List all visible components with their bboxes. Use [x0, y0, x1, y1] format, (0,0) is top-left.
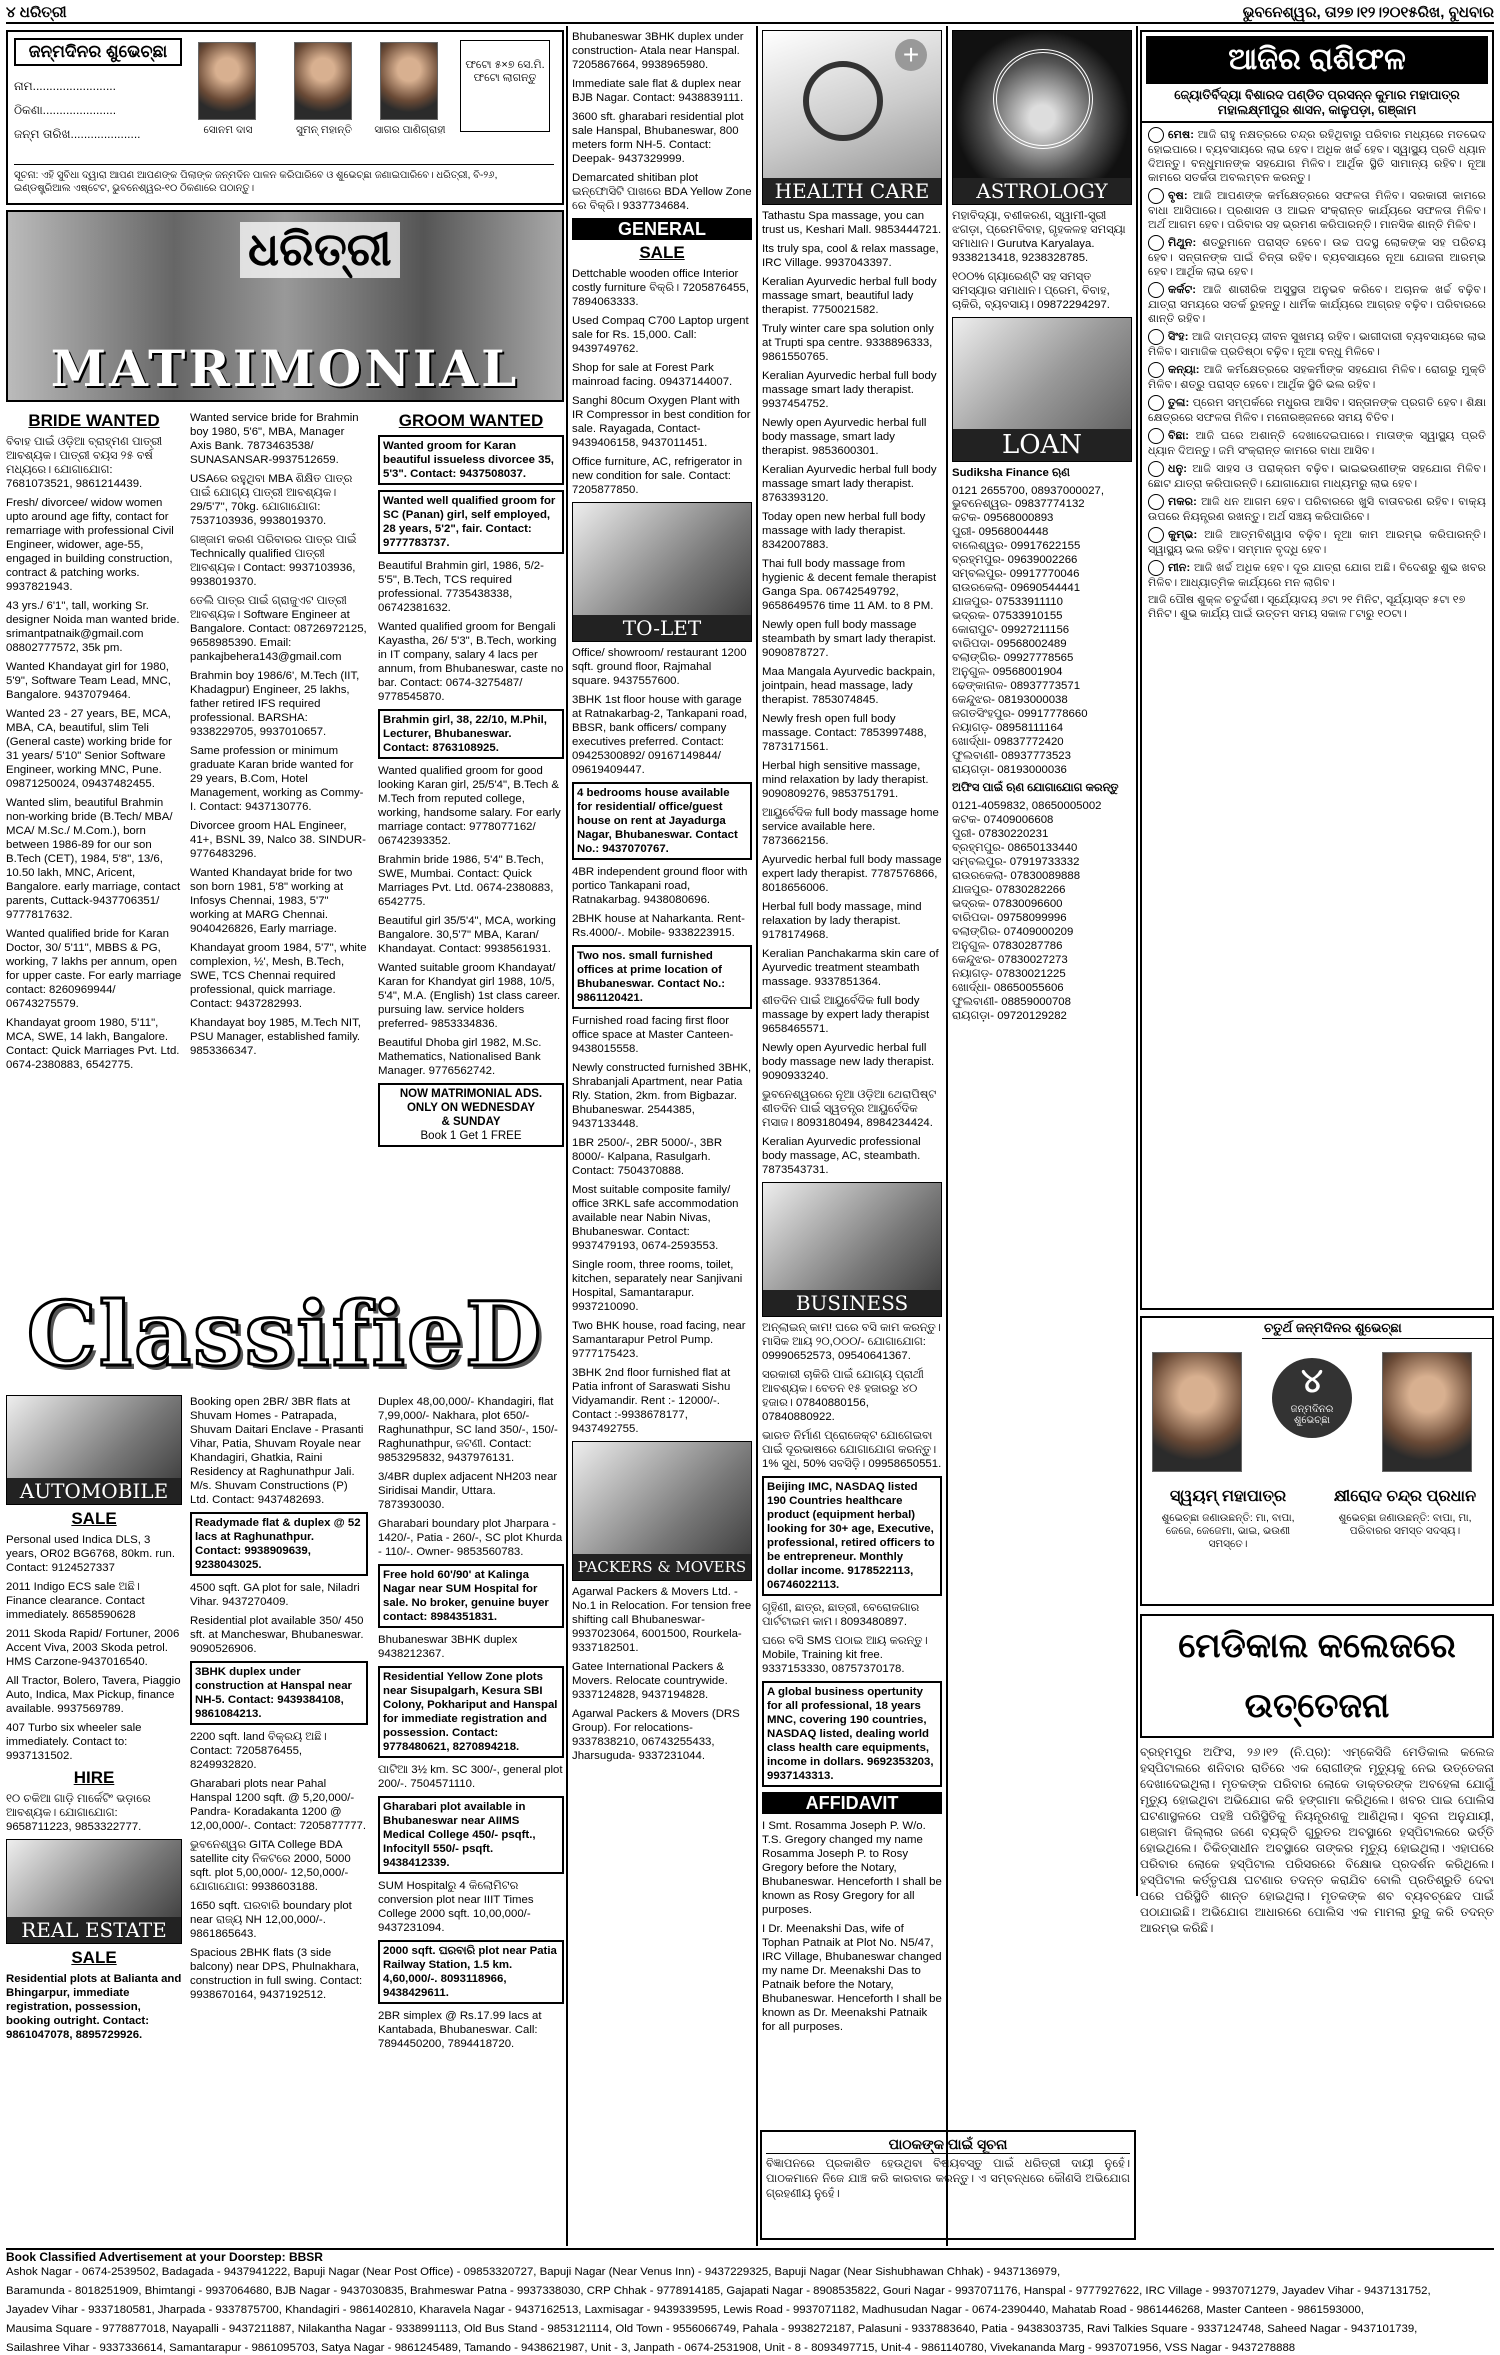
news-body: ବ୍ରହ୍ମପୁର ଅଫିସ, ୨୬।୧୨ (ନି.ପ୍ର): ଏମ୍କେସିଜି ମେଡିକାଲ କଲେଜ ହସ୍ପିଟାଲରେ ଶନିବାର ରାତିରେ ଏକ ରୋଗୀଙ୍କ ମୃତ୍ୟୁକୁ ନେଇ ଉତ୍ତେଜନା ଦେଖାଦେଇଥିଲା। ମୃତକଙ୍କ ପରିବାର ଲୋକେ ଡାକ୍ତରଙ୍କ ଅବହେଳା ଯୋଗୁଁ ମୃତ୍ୟୁ ହୋଇଥିବା ଅଭିଯୋଗ କରି ହଙ୍ଗାମା କରିଥିଲେ। ଖବର ପାଇ ପୋଲିସ ଘଟଣାସ୍ଥଳରେ ପହଞ୍ଚି ପରିସ୍ଥିତିକୁ ନିୟନ୍ତ୍ରଣକୁ ଆଣିଥିଲା। ସୂଚନା ଅନୁଯାୟୀ, ଗଞ୍ଜାମ ଜିଲ୍ଲାର ଜଣେ ବ୍ୟକ୍ତି ଗୁରୁତର ଅବସ୍ଥାରେ ହସ୍ପିଟାଲରେ ଭର୍ତ୍ତି ହୋଇଥିଲେ। ଚିକିତ୍ସାଧୀନ ଅବସ୍ଥାରେ ତାଙ୍କର ମୃତ୍ୟୁ ହୋଇଥିଲା। ଏହାପରେ ପରିବାର ଲୋକେ ହସ୍ପିଟାଲ ପରିସରରେ ବିକ୍ଷୋଭ ପ୍ରଦର୍ଶନ କରିଥିଲେ। ହସ୍ପିଟାଲ କର୍ତ୍ତୃପକ୍ଷ ଘଟଣାର ତଦନ୍ତ କରାଯିବ ବୋଲି ପ୍ରତିଶ୍ରୁତି ଦେବା ପରେ ପରିସ୍ଥିତି ଶାନ୍ତ ହୋଇଥିଲା। ମୃତକଙ୍କ ଶବ ବ୍ୟବଚ୍ଛେଦ ପାଇଁ ପଠାଯାଇଛି। ଅଭିଯୋଗ ଆଧାରରେ ପୋଲିସ ଏକ ମାମଲା ରୁଜୁ କରି ତଦନ୍ତ ଆରମ୍ଭ କରିଛି।: [1140, 1745, 1494, 1935]
zodiac-icon: [1148, 527, 1164, 543]
matrimonial-ad: Khandayat groom 1984, 5'7", white complexion, ½', Mesh, B.Tech, SWE, TCS Chennai required professional, quick marriage. Contact: 9437282993.: [190, 942, 367, 1010]
business-ad: ଗୃହିଣୀ, ଛାତ୍ର, ଛାତ୍ରୀ, ବେରୋଜଗାର ପାର୍ଟଟାଇମ କାମ। 8093480897.: [762, 1602, 920, 1628]
fourth-birthday-box: [1140, 1316, 1494, 1606]
realestate-title: REAL ESTATE: [7, 1917, 181, 1943]
property-ad: Residential Yellow Zone plots near Sisupalgarh, Kesura SBI Colony, Pokhariput and Hanspal for immediate registration and possession. Contact: 9778480621, 8270894218.: [378, 1666, 564, 1758]
birthday-field-address[interactable]: ଠିକଣା......................: [14, 103, 117, 117]
hire-ad: ୧୦ ଚକିଆ ଗାଡ଼ି ମାର୍କେଟିଂ ଭଡ଼ାରେ ଆବଶ୍ୟକ। ଯୋଗାଯୋଗ: 9658711223, 9853322777.: [6, 1793, 151, 1833]
loan-contact: ଭଦ୍ରକ- 07533910155: [952, 610, 1063, 622]
tolet-ad: Two nos. small furnished offices at prime location of Bhubaneswar. Contact No.: 9861120421.: [572, 945, 752, 1009]
healthcare-art: [762, 30, 942, 205]
property-ad: Gharabari plots near Pahal Hanspal 1200 sqft. @ 5,20,000/- Pandra- Koradakanta 1200 @ 12,00,000/-. Contact: 7205877777.: [190, 1778, 367, 1832]
rashifal-title: ଆଜିର ରାଶିଫଳ: [1146, 36, 1488, 84]
health-ad: Thai full body massage from hygienic & decent female therapist Ganga Spa. 06742549792, 9658649576 time 11 AM. to 8 PM.: [762, 558, 937, 612]
promo-line: NOW MATRIMONIAL ADS.: [399, 1088, 543, 1100]
sale-ad: Shop for sale at Forest Park mainroad facing. 09437144007.: [572, 362, 733, 388]
health-ad: Newly fresh open full body massage. Contact: 7853997488, 7873171561.: [762, 713, 927, 753]
tolet-ad: Newly constructed furnished 3BHK, Shrabanjali Apartment, near Patia Rly. Station, 2km. from Bigbazar. Bhubaneswar. 2544385, 9437133448.: [572, 1062, 752, 1130]
loan-contact: କଟକ- 07409006608: [952, 814, 1054, 826]
zodiac-icon: [1148, 127, 1164, 143]
rashi-sign-text: ଆଜି କର୍ମକ୍ଷେତ୍ରରେ ସହକର୍ମୀଙ୍କ ସହଯୋଗ ମିଳିବ। ରୋଗରୁ ମୁକ୍ତି ମିଳିବ। ଶତ୍ରୁ ପରାସ୍ତ ହେବେ। ଆର୍ଥିକ ସ୍ଥିତି ଭଲ ରହିବ।: [1148, 363, 1486, 391]
child-name-2: କ୍ଷୀରୋଦ ଚନ୍ଦ୍ର ପ୍ରଧାନ: [1333, 1488, 1477, 1505]
rashi-sign: ମୀନ: ଆଜି ଖର୍ଚ୍ଚ ଅଧିକ ହେବ। ଦୂର ଯାତ୍ରା ଯୋଗ ଅଛି। ବିଦେଶରୁ ଶୁଭ ଖବର ମିଳିବ। ଆଧ୍ୟାତ୍ମିକ କାର୍ଯ୍ୟରେ ମନ ଲାଗିବ।: [1148, 561, 1486, 589]
property-ad: Free hold 60'/90' at Kalinga Nagar near SUM Hospital for sale. No broker, genuine buyer contact: 8984351831.: [378, 1564, 564, 1628]
loan-art: [952, 317, 1132, 462]
loan-contact: ଫୁଲବାଣୀ- 08937773523: [952, 750, 1071, 762]
property-ad: ଭୁବନେଶ୍ୱର GITA College BDA satellite city ନିକଟରେ 2000, 5000 sqft. plot 5,00,000/- 12,50,000/- ଯୋଗାଯୋଗ: 9938603188.: [190, 1839, 351, 1893]
matrimonial-ad: ଗଞ୍ଜାମ କରଣ ପରିବାରର ପାତ୍ର ପାଇଁ Technically qualified ପାତ୍ରୀ ଆବଶ୍ୟକ। Contact: 9937103936, 9938019370.: [190, 534, 357, 588]
zodiac-icon: [1148, 329, 1164, 345]
loan-contact: ରାଉରକେଲା- 07830089888: [952, 870, 1081, 882]
fourth-birthday-title: ଚତୁର୍ଥ ଜନ୍ମଦିନର ଶୁଭେଚ୍ଛା: [1262, 1318, 1492, 1339]
matrimonial-ad: 43 yrs./ 6'1", tall, working Sr. designer Noida man wanted bride. srimantpatnaik@gmail.com 08802777572, 35k pm.: [6, 600, 180, 654]
loan-contact: ରାୟଗଡ଼ା- 09720129282: [952, 1010, 1067, 1022]
rashifal-box: [1140, 30, 1494, 1310]
rashi-sign-name: ବୃଷ: [1168, 189, 1184, 202]
column-e: [952, 30, 1132, 1024]
tolet-ad: Furnished road facing first floor office space at Master Canteen- 9438015558.: [572, 1015, 734, 1055]
matrimonial-ad: Same profession or minimum graduate Karan bride wanted for 29 years, B.Com, Hotel Management, working as Commy-I. Contact: 9437130776.: [190, 745, 364, 813]
matrimonial-ad: Brahmin boy 1986/6', M.Tech (IIT, Khadagpur) Engineer, 25 lakhs, father retired IFS required professional. BARSHA: 9338229705, 9937010657.: [190, 670, 360, 738]
age-label: ଜନ୍ମଦିନର ଶୁଭେଚ୍ଛା: [1290, 1404, 1334, 1426]
business-ad: ଅନ୍ଲାଇନ୍ କାମ! ଘରେ ବସି କାମ କରନ୍ତୁ। ମାସିକ ଆୟ ୨୦,୦୦୦/- ଯୋଗାଯୋଗ: 09990652573, 09540641367.: [762, 1322, 941, 1362]
loan-contact: ରାଉରକେଲା- 09690544441: [952, 582, 1081, 594]
loan-contact: ବାରିପଦା- 09568002489: [952, 638, 1067, 650]
property-ad: Spacious 2BHK flats (3 side balcony) near DPS, Phulnakhara, construction in full swing. Contact: 9938670164, 9437192512.: [190, 1947, 363, 2001]
rashi-sign: କୁମ୍ଭ: ଆଜି ଆତ୍ମବିଶ୍ୱାସ ବଢ଼ିବ। ନୂଆ କାମ ଆରମ୍ଭ କରିପାରନ୍ତି। ସ୍ୱାସ୍ଥ୍ୟ ଭଲ ରହିବ। ସମ୍ମାନ ବୃଦ୍ଧି ହେବ।: [1148, 528, 1486, 556]
rashi-sign-text: ଆଜି ଆତ୍ମବିଶ୍ୱାସ ବଢ଼ିବ। ନୂଆ କାମ ଆରମ୍ଭ କରିପାରନ୍ତି। ସ୍ୱାସ୍ଥ୍ୟ ଭଲ ରହିବ। ସମ୍ମାନ ବୃଦ୍ଧି ହେବ।: [1148, 528, 1486, 556]
birthday-field-dob[interactable]: ଜନ୍ମ ତାରିଖ.....................: [14, 127, 141, 141]
zodiac-icon: [1148, 188, 1164, 204]
news-article: [1140, 1614, 1494, 2234]
realestate-ad: Residential plots at Balianta and Bhingarpur, immediate registration, possession, booking outright. Contact: 9861047078, 8895729926.: [6, 1973, 182, 2041]
tolet-ad: 4 bedrooms house available for residential/ office/guest house on rent at Jayadurga Nagar, Bhubaneswar. Contact No.: 9437070767.: [572, 782, 752, 860]
matrimonial-ad: Wanted slim, beautiful Brahmin non-working bride (B.Tech/ MBA/ MCA/ M.Sc./ M.Com.), born between 1986-89 for our son B.Tech (CET), 1984, 5'8", 13/6, 10.50 lakh, MNC, Aricent, Bangalore. early marriage, contact parents, Cuttack-9437706351/ 9777817632.: [6, 797, 181, 921]
automobile-title: AUTOMOBILE: [7, 1478, 181, 1504]
astrology-art: [952, 30, 1132, 205]
tolet-ad: 4BR independent ground floor with portico Tankapani road, Ratnakarbag. 9438080696.: [572, 866, 748, 906]
rashi-sign-text: ଆଜି ଘରେ ଅଶାନ୍ତି ଦେଖାଦେଇପାରେ। ମାତାଙ୍କ ସ୍ୱାସ୍ଥ୍ୟ ପ୍ରତି ଧ୍ୟାନ ଦିଅନ୍ତୁ। ଜମି ସଂକ୍ରାନ୍ତ କାମରେ ବାଧା ଆସିବ।: [1148, 429, 1486, 457]
property-ad: Gharabari boundary plot Jharpara - 1420/-, Patia - 260/-, SC plot Khurda - 110/-. Owner- 9853560783.: [378, 1518, 563, 1558]
hire-head: HIRE: [73, 1768, 115, 1787]
matrimonial-ad: ବିବାହ ପାଇଁ ଓଡ଼ିଆ ବ୍ରାହ୍ମଣ ପାତ୍ରୀ ଆବଶ୍ୟକ। ପାତ୍ରୀ ବୟସ ୨୫ ବର୍ଷ ମଧ୍ୟରେ। ଯୋଗାଯୋଗ: 7681073521, 9861214439.: [6, 436, 163, 490]
loan-contact: କେନ୍ଦୁଝର- 07830027273: [952, 954, 1068, 966]
loan-contact: ପୁରୀ- 09568004448: [952, 526, 1049, 538]
property-ad: 3BHK duplex under construction at Hanspal near NH-5. Contact: 9439384108, 9861084213.: [190, 1661, 368, 1725]
zodiac-icon: [1148, 494, 1164, 510]
property-ad: 2200 sqft. land ବିକ୍ରୟ ଅଛି। Contact: 7205876455, 8249932820.: [190, 1731, 327, 1771]
rashi-sign: ମେଷ: ଆଜି ରାହୁ ନକ୍ଷତ୍ରରେ ଚନ୍ଦ୍ର ରହିଥିବାରୁ ପରିବାର ମଧ୍ୟରେ ମତଭେଦ ହୋଇପାରେ। ବ୍ୟବସାୟରେ ଲାଭ ହେବ। ଅଧିକ ଖର୍ଚ୍ଚ ହେବ। ସ୍ୱାସ୍ଥ୍ୟ ପ୍ରତି ଧ୍ୟାନ ଦିଅନ୍ତୁ। ବନ୍ଧୁମାନଙ୍କ ସହଯୋଗ ମିଳିବ। ଆର୍ଥିକ ସ୍ଥିତି ସାମାନ୍ୟ ରହିବ। ନୂଆ କାମରେ ସତର୍କତା ଅବଲମ୍ବନ କରନ୍ତୁ।: [1148, 128, 1486, 184]
rashi-sign-name: ଧନୁ: [1168, 462, 1184, 475]
birthday-box: [6, 30, 564, 205]
classified-col2: [190, 1395, 368, 2007]
matrimonial-banner: [6, 210, 564, 402]
child-note-2: ଶୁଭେଚ୍ଛା ଜଣାଉଛନ୍ତି: ବାପା, ମା, ପରିବାରର ସମସ୍ତ ସଦସ୍ୟ।: [1338, 1512, 1472, 1537]
health-ad: Herbal high sensitive massage, mind relaxation by lady therapist. 9090809276, 9853751791.: [762, 760, 929, 800]
footer-line: Sailashree Vihar - 9337336614, Samantarapur - 9861095703, Satya Nagar - 9861245489, Tamando - 9438621987, Unit - 3, Janpath - 0674-2531908, Unit - 8 - 8093497715, Unit-4 - 9861140780, Vivekananda Marg - 9937071956, VSS Nagar - 9437278888: [6, 2341, 1296, 2354]
matrimonial-ad: Wanted Khandayat bride for two son born 1981, 5'8" working at Infosys Chennai, 1983, 5'7" working at MARG Chennai. 9040426826, Early marriage.: [190, 867, 353, 935]
health-ad: Keralian Ayurvedic herbal full body massage smart lady therapist. 8763393120.: [762, 464, 937, 504]
zodiac-icon: [1148, 428, 1164, 444]
footer-line: Baramunda - 8018251909, Bhimtangi - 9937064680, BJB Nagar - 9437030835, Brahmeswar Patna - 9937338030, CRP Chhak - 9778914185, Gajapati Nagar - 8908535822, Gouri Nagar - 9937071176, Hanspal - 9777927622, IRC Village - 9937071279, Jayadev Vihar - 9437131752,: [6, 2284, 1431, 2297]
rashi-sign: ତୁଳା: ପ୍ରେମ ସମ୍ପର୍କରେ ମଧୁରତା ଆସିବ। ସନ୍ତାନଙ୍କ ପ୍ରଗତି ହେବ। ଶିକ୍ଷା କ୍ଷେତ୍ରରେ ସଫଳତା ମିଳିବ। ମନୋରଞ୍ଜନରେ ସମୟ ବିତିବ।: [1148, 396, 1487, 424]
footer-line: Mausima Square - 9778877018, Nayapalli - 9437211887, Nilakantha Nagar - 9338991113, Old Bus Stand - 9853121114, Old Town - 9556066749, Pahala - 9938272187, Palasuni - 9337883640, Patia - 9438303735, Ravi Talkies Square - 9337124748, Saheed Nagar - 9437101739,: [6, 2322, 1418, 2335]
property-ad: 2BR simplex @ Rs.17.99 lacs at Kantabada, Bhubaneswar. Call: 7894450200, 7894418720.: [378, 2010, 542, 2050]
zodiac-icon: [1148, 461, 1164, 477]
loan-contact: ବ୍ରହ୍ମପୁର- 09639002266: [952, 554, 1078, 566]
rashi-sign: କନ୍ୟା: ଆଜି କର୍ମକ୍ଷେତ୍ରରେ ସହକର୍ମୀଙ୍କ ସହଯୋଗ ମିଳିବ। ରୋଗରୁ ମୁକ୍ତି ମିଳିବ। ଶତ୍ରୁ ପରାସ୍ତ ହେବେ। ଆର୍ଥିକ ସ୍ଥିତି ଭଲ ରହିବ।: [1148, 363, 1486, 391]
astrology-ad: ୧୦୦% ଗ୍ୟାରେଣ୍ଟି ସହ ସମସ୍ତ ସମସ୍ୟାର ସମାଧାନ। ପ୍ରେମ, ବିବାହ, ଚାକିରି, ବ୍ୟବସାୟ। 09872294297.: [952, 271, 1110, 311]
property-ad: Residential plot available 350/ 450 sft. at Mancheswar, Bhubaneswar. 9090526906.: [190, 1615, 364, 1655]
rashi-sign-text: ଆଜି ଖର୍ଚ୍ଚ ଅଧିକ ହେବ। ଦୂର ଯାତ୍ରା ଯୋଗ ଅଛି। ବିଦେଶରୁ ଶୁଭ ଖବର ମିଳିବ। ଆଧ୍ୟାତ୍ମିକ କାର୍ଯ୍ୟରେ ମନ ଲାଗିବ।: [1148, 561, 1486, 589]
rashi-sign: ମକର: ଆଜି ଧନ ଆଗମ ହେବ। ପରିବାରରେ ଖୁସି ବାତାବରଣ ରହିବ। ବାକ୍ୟ ଉପରେ ନିୟନ୍ତ୍ରଣ ରଖନ୍ତୁ। ଅର୍ଥ ସଞ୍ଚୟ କରିପାରିବେ।: [1148, 495, 1486, 523]
packers-art: [572, 1441, 752, 1581]
groom-wanted-head: GROOM WANTED: [398, 411, 544, 430]
rashi-sign: କର୍କଟ: ଆଜି ଶାରୀରିକ ଅସୁସ୍ଥତା ଅନୁଭବ କରିବେ। ଅଚାନକ ଖର୍ଚ୍ଚ ବଢ଼ିବ। ଯାତ୍ରା ସମୟରେ ସତର୍କ ରୁହନ୍ତୁ। ଧାର୍ମିକ କାର୍ଯ୍ୟରେ ଆଗ୍ରହ ବଢ଼ିବ। ପରିବାରରେ ଶାନ୍ତି ରହିବ।: [1148, 283, 1486, 325]
health-ad: Herbal full body massage, mind relaxation by lady therapist. 9178174968.: [762, 901, 922, 941]
matrimonial-ad: Beautiful girl 35/5'4", MCA, working Bangalore. 30,5'7" MBA, Karan/ Khandayat. Contact: 9938561931.: [378, 915, 556, 955]
realestate-art: [6, 1839, 182, 1944]
loan2-heading: ଅଫିସ ପାଇଁ ଋଣ ଯୋଗାଯୋଗ କରନ୍ତୁ: [952, 782, 1119, 794]
reader-notice-title: ପାଠକଙ୍କ ପାଇଁ ସୂଚନା: [766, 2136, 1130, 2154]
loan-contact: କେନ୍ଦୁଝର- 08193000038: [952, 694, 1068, 706]
kid-photo-1: [198, 42, 256, 120]
matrimonial-ad: ତେଲି ପାତ୍ର ପାଇଁ ଗ୍ରାଜୁଏଟ ପାତ୍ରୀ ଆବଶ୍ୟକ। Software Engineer at Bangalore. Contact: 08726972125, 9658985390. Email: pankajbehera143@gmail.com: [190, 595, 367, 663]
health-ad: Maa Mangala Ayurvedic backpain, jointpain, head massage, lady therapist. 7853074845.: [762, 666, 936, 706]
loan-contact: ଯାଜପୁର- 07830282266: [952, 884, 1066, 896]
rashi-sign-text: ଆଜି ସାହସ ଓ ପରାକ୍ରମ ବଢ଼ିବ। ଭାଇଭଉଣୀଙ୍କ ସହଯୋଗ ମିଳିବ। ଛୋଟ ଯାତ୍ରା କରିପାରନ୍ତି। ଯୋଗାଯୋଗ ମାଧ୍ୟମରୁ ଲାଭ ହେବ।: [1148, 462, 1486, 490]
loan-contact: ରାୟଗଡ଼ା- 08193000036: [952, 764, 1067, 776]
auto-ad: 407 Turbo six wheeler sale immediately. Contact to: 9937131502.: [6, 1722, 142, 1762]
sale-ad: Dettchable wooden office Interior costly furniture ବିକ୍ରି। 7205876455, 7894063333.: [572, 268, 749, 308]
auto-sale-head: SALE: [71, 1509, 117, 1528]
business-art: [762, 1182, 942, 1317]
classified-banner: ClassifieD: [26, 1282, 544, 1386]
column-c: [572, 30, 752, 1768]
property-ad: Immediate sale flat & duplex near BJB Nagar. Contact: 9438839111.: [572, 78, 744, 104]
rashi-sign: ବିଛା: ଆଜି ଘରେ ଅଶାନ୍ତି ଦେଖାଦେଇପାରେ। ମାତାଙ୍କ ସ୍ୱାସ୍ଥ୍ୟ ପ୍ରତି ଧ୍ୟାନ ଦିଅନ୍ତୁ। ଜମି ସଂକ୍ରାନ୍ତ କାମରେ ବାଧା ଆସିବ।: [1148, 429, 1486, 457]
re-sale-head: SALE: [71, 1948, 117, 1967]
child-name-1: ସ୍ୱୟମ୍ ମହାପାତ୍ର: [1169, 1488, 1287, 1505]
kid-name-3: ସାଗର ପାଣିଗ୍ରାହୀ: [374, 124, 446, 136]
loan-contact: 0121 2655700, 08937000027, ଭୁବନେଶ୍ୱର- 09837774132: [952, 485, 1105, 510]
health-ad: Newly open Ayurvedic herbal full body massage new lady therapist. 9090933240.: [762, 1042, 935, 1082]
packers-ad: Agarwal Packers & Movers Ltd. - No.1 in Relocation. For tension free shifting call Bhubaneswar- 9937023064, 6001500, Rourkela- 9337182501.: [572, 1586, 752, 1654]
rashifal-address: ମହାଲକ୍ଷ୍ମୀପୁର ଶାସନ, କାଳୁପଡ଼ା, ଗଞ୍ଜାମ: [1142, 103, 1492, 123]
loan-contact: ଅନୁଗୁଳ- 07830287786: [952, 940, 1063, 952]
astrology-ad: ମହାବିଦ୍ୟା, ବଶୀକରଣ, ସ୍ୱାମୀ-ସ୍ତ୍ରୀ ଝଗଡ଼ା, ପ୍ରେମବିବାହ, ଗୃହକଳହ ସମସ୍ୟା ସମାଧାନ। Gurutva Karyalaya. 9338213418, 9238328785.: [952, 210, 1126, 264]
kid-name-1: ସୋନମ ଦାସ: [203, 124, 253, 136]
loan-contact: ଅନୁଗୁଳ- 09568001904: [952, 666, 1063, 678]
auto-ad: 2011 Skoda Rapid/ Fortuner, 2006 Accent Viva, 2003 Skoda petrol. HMS Carzone-9437016540.: [6, 1628, 180, 1668]
matrimonial-ad: Khandayat boy 1985, M.Tech NIT, PSU Manager, established family. 9853366347.: [190, 1017, 361, 1057]
auto-ad: 2011 Indigo ECS sale ଅଛି। Finance clearance. Contact immediately. 8658590628: [6, 1581, 145, 1621]
zodiac-icon: [1148, 395, 1164, 411]
loan-contact: ଯାଜପୁର- 07533911110: [952, 596, 1063, 608]
rashi-sign-text: ଆଜି ଆପଣଙ୍କ କର୍ମକ୍ଷେତ୍ରରେ ସଫଳତା ମିଳିବ। ସରକାରୀ କାମରେ ବାଧା ଆସିପାରେ। ପ୍ରଶାସନ ଓ ଆଇନ ସଂକ୍ରାନ୍ତ କାର୍ଯ୍ୟରେ ସଫଳତା ମିଳିବ। ଅର୍ଥ ଆଗମ ହେବ। ପରିବାର ସହ ଭ୍ରମଣ କରିପାରନ୍ତି। ମାନସିକ ଶାନ୍ତି ମିଳିବ।: [1148, 189, 1486, 231]
loan-heading: Sudiksha Finance ଋଣ: [952, 467, 1070, 479]
business-ad: ସରକାରୀ ଚାକିରି ପାଇଁ ଯୋଗ୍ୟ ପ୍ରାର୍ଥୀ ଆବଶ୍ୟକ। ବେତନ ୧୫ ହଜାରରୁ ୪୦ ହଜାର। 07840880156, 07840880922.: [762, 1369, 924, 1423]
promo-line: & SUNDAY: [441, 1116, 501, 1128]
healthcare-title: HEALTH CARE: [763, 178, 941, 204]
matrimonial-ad: Wanted suitable groom Khandayat/ Karan for Khandyat girl 1988, 10/5, 5'4", M.A. (English) 1st class career. pursuing law. service holders preferred- 9853334836.: [378, 962, 561, 1030]
booking-footer: [6, 2248, 1494, 2354]
tolet-ad: Office/ showroom/ restaurant 1200 sqft. ground floor, Rajmahal square. 9437557600.: [572, 647, 747, 687]
tolet-ad: Single room, three rooms, toilet, kitchen, separately near Sanjivani Hospital, Samantarapur. 9937210090.: [572, 1259, 743, 1313]
rashi-sign-name: ବିଛା: [1168, 429, 1186, 442]
date-line: ଭୁବନେଶ୍ୱର, ତା୨୭।୧୨।୨୦୧୫ରିଖ, ବୁଧବାର: [1242, 4, 1494, 21]
property-ad: Bhubaneswar 3BHK duplex under construction- Atala near Hanspal. 7205867664, 9938965980.: [572, 31, 744, 71]
rashi-sign-name: କୁମ୍ଭ: [1168, 528, 1194, 541]
matrimonial-ad: Khandayat groom 1980, 5'11", MCA, SWE, 14 lakh, Bangalore. Contact: Quick Marriages Pvt. Ltd. 0674-2380883, 6542775.: [6, 1017, 180, 1071]
matrimonial-ad: Wanted well qualified groom for SC (Panan) girl, self employed, 28 years, 5'2", fair. Contact: 9777783737.: [378, 490, 564, 554]
general-head: GENERAL: [572, 218, 752, 240]
property-ad: SUM Hospitalରୁ 4 କିଲୋମିଟର conversion plot near IIIT Times College 2000 sqft. 10,00,000/- 9437231094.: [378, 1880, 534, 1934]
cross-icon: +: [895, 39, 927, 71]
rashi-sign-text: ଆଜି ଦାମ୍ପତ୍ୟ ଜୀବନ ସୁଖମୟ ରହିବ। ଭାଗୀଦାରୀ ବ୍ୟବସାୟରେ ଲାଭ ମିଳିବ। ସାମାଜିକ ପ୍ରତିଷ୍ଠା ବଢ଼ିବ। ନୂଆ ବନ୍ଧୁ ମିଳିବେ।: [1148, 330, 1486, 358]
page-number: ୪ ଧରିତ୍ରୀ: [6, 4, 67, 21]
business-ad: A global business opertunity for all professional, 18 years MNC, covering 190 countries, NASDAQ listed, dealing world class health care equipments, income in dollars. 9692353203, 9937143313.: [762, 1681, 942, 1787]
loan-contact: ସମ୍ବଲପୁର- 07919733332: [952, 856, 1080, 868]
health-ad: Ayurvedic herbal full body massage expert lady therapist. 7787576866, 8018656006.: [762, 854, 942, 894]
rashi-sign-text: ଆଜି ରାହୁ ନକ୍ଷତ୍ରରେ ଚନ୍ଦ୍ର ରହିଥିବାରୁ ପରିବାର ମଧ୍ୟରେ ମତଭେଦ ହୋଇପାରେ। ବ୍ୟବସାୟରେ ଲାଭ ହେବ। ଅଧିକ ଖର୍ଚ୍ଚ ହେବ। ସ୍ୱାସ୍ଥ୍ୟ ପ୍ରତି ଧ୍ୟାନ ଦିଅନ୍ତୁ। ବନ୍ଧୁମାନଙ୍କ ସହଯୋଗ ମିଳିବ। ଆର୍ଥିକ ସ୍ଥିତି ସାମାନ୍ୟ ରହିବ। ନୂଆ କାମରେ ସତର୍କତା ଅବଲମ୍ବନ କରନ୍ତୁ।: [1148, 128, 1486, 184]
loan-contact: ନୟାଗଡ଼- 08958111164: [952, 722, 1064, 734]
matrimonial-col2: [190, 407, 368, 1063]
loan-contact: ବଲାଙ୍ଗିର- 09927778565: [952, 652, 1074, 664]
rashi-sign-name: ମିଥୁନ: [1168, 236, 1193, 249]
matrimonial-title: MATRIMONIAL: [50, 339, 520, 398]
loan-contact: ଖୋର୍ଦ୍ଧା- 08650055606: [952, 982, 1064, 994]
health-ad: Keralian Panchakarma skin care of Ayurvedic treatment steambath massage. 9337851364.: [762, 948, 939, 988]
matrimonial-ad: USAରେ ରହୁଥିବା MBA ଶିକ୍ଷିତ ପାତ୍ର ପାଇଁ ଯୋଗ୍ୟ ପାତ୍ରୀ ଆବଶ୍ୟକ। 29/5'7", 70kg. ଯୋଗାଯୋଗ: 7537103936, 9938019370.: [190, 473, 353, 527]
loan-contact: 0121-4059832, 08650005002: [952, 800, 1102, 812]
affidavit-head: AFFIDAVIT: [762, 1792, 942, 1814]
health-ad: Newly open Ayurvedic herbal full body massage, smart lady therapist. 9853600301.: [762, 417, 927, 457]
bride-wanted-head: BRIDE WANTED: [28, 411, 160, 430]
matrimonial-ad: Wanted qualified bride for Karan Doctor, 30/ 5'11", MBBS & PG, working, 7 lakhs per annum, open for upper caste. For early marriage contact: 8260969944/ 06743275579.: [6, 928, 182, 1010]
matrimonial-ad: Wanted service bride for Brahmin boy 1980, 5'6", MBA, Manager Axis Bank. 7873463538/ SUNASANSAR-9937512659.: [190, 412, 359, 466]
zodiac-icon: [1148, 362, 1164, 378]
property-ad: Gharabari plot available in Bhubaneswar near AIIMS Medical College 450/- psqft., Infocityll 550/- psqft. 9438412339.: [378, 1796, 564, 1874]
health-ad: Truly winter care spa solution only at Trupti spa centre. 9338896333, 9861550765.: [762, 323, 934, 363]
property-ad: Booking open 2BR/ 3BR flats at Shuvam Homes - Patrapada, Shuvam Daitari Enclave - Prasanti Vihar, Patia, Shuvam Royale near Khandagiri, Ghatkia, Raini Residency at Raghunathpur Jali. M/s. Shuvam Constructions (P) Ltd. Contact: 9437482693.: [190, 1396, 364, 1506]
tolet-ad: 3BHK 2nd floor furnished flat at Patia infront of Saraswati Sishu Vidyamandir. Rent :- 12000/-. Contact :-9938678177, 9437492755.: [572, 1367, 731, 1435]
matrimonial-ad: Beautiful Brahmin girl, 1986, 5/2- 5'5", B.Tech, TCS required professional. 7735438338, 06742381632.: [378, 560, 544, 614]
rashi-sign-name: ସିଂହ: [1168, 330, 1185, 343]
health-ad: Today open new herbal full body massage with lady therapist. 8342007883.: [762, 511, 926, 551]
rashi-sign-text: ଶତ୍ରୁମାନେ ପରାସ୍ତ ହେବେ। ଉଚ୍ଚ ପଦସ୍ଥ ଲୋକଙ୍କ ସହ ପରିଚୟ ହେବ। ସନ୍ତାନଙ୍କ ପାଇଁ ଚିନ୍ତା ରହିବ। ବ୍ୟବସାୟରେ ନୂଆ ଯୋଜନା ଆରମ୍ଭ ହେବ। ଆର୍ଥିକ ଲାଭ ହେବ।: [1148, 236, 1486, 278]
property-ad: 1650 sqft. ଘରବାରି boundary plot near ରାଜ୍ୟ NH 12,00,000/-. 9861865643.: [190, 1900, 352, 1940]
loan-contact: ବ୍ରହ୍ମପୁର- 08650133440: [952, 842, 1078, 854]
sale-ad: Sanghi 80cum Oxygen Plant with IR Compressor in best condition for sale. Rayagada, Contact- 9439406158, 9437011451.: [572, 395, 751, 449]
photo-placeholder: ଫଟୋ ୫×୭ ସେ.ମି. ଫଟୋ ଲାଗନ୍ତୁ: [460, 40, 550, 132]
health-ad: Keralian Ayurvedic herbal full body massage smart, beautiful lady therapist. 7750021582.: [762, 276, 937, 316]
zodiac-icon: [1148, 282, 1164, 298]
business-title: BUSINESS: [763, 1290, 941, 1316]
matrimonial-ad: Divorcee groom HAL Engineer, 41+, BSNL 39, Nalco 38. SINDUR- 9776483296.: [190, 820, 366, 860]
rashi-sign-name: କର୍କଟ: [1168, 283, 1193, 296]
packers-title: PACKERS & MOVERS: [573, 1554, 751, 1580]
loan-contact: ପୁରୀ- 07830220231: [952, 828, 1049, 840]
sale-ad: Used Compaq C700 Laptop urgent sale for Rs. 15,000. Call: 9439749762.: [572, 315, 749, 355]
auto-ad: Personal used Indica DLS, 3 years, OR02 BG6768, 80km. run. Contact: 9124527337: [6, 1534, 176, 1574]
reader-notice-text: ବିଜ୍ଞାପନରେ ପ୍ରକାଶିତ ହେଉଥିବା ବିଷୟବସ୍ତୁ ପାଇଁ ଧରିତ୍ରୀ ଦାୟୀ ନୁହେଁ। ପାଠକମାନେ ନିଜେ ଯାଞ୍ଚ କରି କାରବାର କରନ୍ତୁ। ଏ ସମ୍ବନ୍ଧରେ କୌଣସି ଅଭିଯୋଗ ଗ୍ରହଣୀୟ ନୁହେଁ।: [766, 2158, 1130, 2200]
property-ad: Readymade flat & duplex @ 52 lacs at Raghunathpur. Contact: 9938909639, 9238043025.: [190, 1512, 368, 1576]
tolet-ad: Most suitable composite family/ office 3RKL safe accommodation available near Nabin Nivas, Bhubaneswar. Contact: 9937479193, 0674-2593553.: [572, 1184, 739, 1252]
business-ad: Beijing IMC, NASDAQ listed 190 Countries healthcare product (equipment herbal) looking for 30+ age, Executive, professional, retired officers to be entrepreneur. Monthly dollar income. 9178522113, 06746022113.: [762, 1476, 942, 1596]
loan-contact: ଫୁଲବାଣୀ- 08859000708: [952, 996, 1071, 1008]
age-badge: [1272, 1358, 1352, 1438]
loan-contact: ସମ୍ବଲପୁର- 09917770046: [952, 568, 1080, 580]
health-ad: Keralian Ayurvedic professional body massage, AC, steambath. 7873543731.: [762, 1136, 921, 1176]
loan-contact: ଢେଙ୍କାନାଳ- 08937773571: [952, 680, 1081, 692]
tolet-ad: Two BHK house, road facing, near Samantarapur Petrol Pump. 9777175423.: [572, 1320, 746, 1360]
bride-wanted-col: [6, 407, 182, 1077]
loan-title: LOAN: [953, 429, 1131, 461]
property-ad: ପାଟିଆ 3½ km. SC 300/-, general plot 200/-. 7504571110.: [378, 1764, 563, 1790]
property-ad: Demarcated shitiban plot ଇନ୍ଫୋସିଟି ପାଖରେ BDA Yellow Zone ରେ ବିକ୍ରି। 9337734684.: [572, 172, 752, 212]
groom-wanted-col: [378, 407, 564, 1147]
rashifal-astrologer: ଜ୍ୟୋତିର୍ବିଦ୍ୟା ବିଶାରଦ ପଣ୍ଡିତ ପ୍ରସନ୍ନ କୁମାର ମହାପାତ୍ର: [1174, 88, 1460, 102]
promo-line: ONLY ON WEDNESDAY: [406, 1102, 536, 1114]
health-ad: Tathastu Spa massage, you can trust us, Keshari Mall. 9853444721.: [762, 210, 942, 236]
kid-photo-2: [294, 42, 352, 120]
zodiac-wheel-icon: [993, 49, 1093, 149]
rashi-sign: ବୃଷ: ଆଜି ଆପଣଙ୍କ କର୍ମକ୍ଷେତ୍ରରେ ସଫଳତା ମିଳିବ। ସରକାରୀ କାମରେ ବାଧା ଆସିପାରେ। ପ୍ରଶାସନ ଓ ଆଇନ ସଂକ୍ରାନ୍ତ କାର୍ଯ୍ୟରେ ସଫଳତା ମିଳିବ। ଅର୍ଥ ଆଗମ ହେବ। ପରିବାର ସହ ଭ୍ରମଣ କରିପାରନ୍ତି। ମାନସିକ ଶାନ୍ତି ମିଳିବ।: [1148, 189, 1486, 231]
rashi-sign: ଧନୁ: ଆଜି ସାହସ ଓ ପରାକ୍ରମ ବଢ଼ିବ। ଭାଇଭଉଣୀଙ୍କ ସହଯୋଗ ମିଳିବ। ଛୋଟ ଯାତ୍ରା କରିପାରନ୍ତି। ଯୋଗାଯୋଗ ମାଧ୍ୟମରୁ ଲାଭ ହେବ।: [1148, 462, 1486, 490]
business-ad: ଘରେ ବସି SMS ପଠାଇ ଆୟ କରନ୍ତୁ। Mobile, Training kit free. 9337153330, 08757370178.: [762, 1635, 928, 1675]
affidavit-ad: I Dr. Meenakshi Das, wife of Tophan Patnaik at Plot No. N5/47, IRC Village, Bhubaneswar changed my name Dr. Meenakshi Das to Patnaik before the Notary, Bhubaneswar. Henceforth I shall be known as Dr. Meenakshi Patnaik for all purposes.: [762, 1923, 942, 2033]
rashi-sign-name: ମେଷ: [1168, 128, 1191, 141]
property-ad: Duplex 48,00,000/- Khandagiri, flat 7,99,000/- Nakhara, plot 650/- Raghunathpur, SC land 350/-, 150/- Raghunathpur, ଜଟଣୀ. Contact: 9853295832, 9437976131.: [378, 1396, 558, 1464]
child-note-1: ଶୁଭେଚ୍ଛା ଜଣାଉଛନ୍ତି: ମା, ବାପା, ଜେଜେ, ଜେଜେମା, ଭାଇ, ଭଉଣୀ ସମସ୍ତେ।: [1161, 1512, 1295, 1550]
tolet-art: [572, 502, 752, 642]
property-ad: 3/4BR duplex adjacent NH203 near Siridisai Mandir, Uttara. 7873930030.: [378, 1471, 558, 1511]
loan-contact: କୋରାପୁଟ- 09927211156: [952, 624, 1070, 636]
health-ad: Keralian Ayurvedic herbal full body massage smart lady therapist. 9937454752.: [762, 370, 937, 410]
health-ad: ଆୟୁର୍ବେଦିକ full body massage home service available here. 7873662156.: [762, 807, 939, 847]
tolet-ad: 2BHK house at Naharkanta. Rent- Rs.4000/-. Mobile- 9338223915.: [572, 913, 745, 939]
matrimonial-ad: Brahmin girl, 38, 22/10, M.Phil, Lecturer, Bhubaneswar. Contact: 8763108925.: [378, 709, 564, 759]
property-ad: 3600 sft. gharabari residential plot sale Hanspal, Bhubaneswar, 800 meters form NH-5. Contact: Deepak- 9437329999.: [572, 111, 744, 165]
packers-ad: Gatee International Packers & Movers. Relocate countrywide. 9337124828, 9437194828.: [572, 1661, 728, 1701]
news-headline: ମେଡିକାଲ କଲେଜରେ ଉତ୍ତେଜନା: [1140, 1614, 1494, 1738]
loan-contact: କଟକ- 09568000893: [952, 512, 1054, 524]
rashi-sign-name: କନ୍ୟା: [1168, 363, 1196, 376]
general-sale-head: SALE: [639, 243, 685, 262]
property-ad: 4500 sqft. GA plot for sale, Niladri Vihar. 9437270409.: [190, 1582, 360, 1608]
loan-contact: ନୟାଗଡ଼- 07830021225: [952, 968, 1066, 980]
matrimonial-ad: Fresh/ divorcee/ widow women upto around age fifty, contact for remarriage with professional Civil Engineer, widower, age-55, engaged in building construction, contract & patching works. 9937821943.: [6, 497, 174, 593]
column-d: [762, 30, 942, 2039]
rashi-sign-name: ତୁଳା: [1168, 396, 1186, 409]
rashi-sign-text: ପ୍ରେମ ସମ୍ପର୍କରେ ମଧୁରତା ଆସିବ। ସନ୍ତାନଙ୍କ ପ୍ରଗତି ହେବ। ଶିକ୍ଷା କ୍ଷେତ୍ରରେ ସଫଳତା ମିଳିବ। ମନୋରଞ୍ଜନରେ ସମୟ ବିତିବ।: [1148, 396, 1487, 424]
promo-line: Book 1 Get 1 FREE: [420, 1130, 522, 1142]
matrimonial-ad: Beautiful Dhoba girl 1982, M.Sc. Mathematics, Nationalised Bank Manager. 9776562742.: [378, 1037, 542, 1077]
property-ad: Bhubaneswar 3BHK duplex 9438212367.: [378, 1634, 518, 1660]
health-ad: Its truly spa, cool & relax massage, IRC Village. 9937043397.: [762, 243, 939, 269]
loan-contact: ଖୋର୍ଦ୍ଧା- 09837772420: [952, 736, 1064, 748]
health-ad: ଶୀତଦିନ ପାଇଁ ଆୟୁର୍ବେଦିକ full body massage by expert lady therapist 9658465571.: [762, 995, 930, 1035]
tolet-title: TO-LET: [573, 615, 751, 641]
birthday-note: ସୂଚନା: ଏହି ସୁବିଧା ଦ୍ୱାରା ଆପଣ ଆପଣଙ୍କ ପିଲାଙ୍କ ଜନ୍ମଦିନ ପାଳନ କରିପାରିବେ ଓ ଶୁଭେଚ୍ଛା ଜଣାଇପାରିବେ। ଧରିତ୍ରୀ, ବି-୨୬, ଇଣ୍ଡଷ୍ଟ୍ରିଆଲ ଏଷ୍ଟେଟ, ଭୁବନେଶ୍ୱର-୧୦ ଠିକଣାରେ ପଠାନ୍ତୁ।: [14, 164, 554, 195]
rashifal-footer: ଆଜି ପୌଷ ଶୁକ୍ଳ ଚତୁର୍ଦ୍ଦଶୀ। ସୂର୍ଯ୍ୟୋଦୟ ୬ଟା ୨୧ ମିନିଟ, ସୂର୍ଯ୍ୟାସ୍ତ ୫ଟା ୧୭ ମିନିଟ। ଶୁଭ କାର୍ଯ୍ୟ ପାଇଁ ଉତ୍ତମ ସମୟ ସକାଳ ୮ଟାରୁ ୧୦ଟା।: [1148, 594, 1466, 620]
loan-contact: ଭଦ୍ରକ- 07830096600: [952, 898, 1063, 910]
matrimonial-ad: Wanted qualified groom for good looking Karan girl, 25/5'4", B.Tech & M.Tech from reputed college, working, handsome salary. For early marriage contact: 9778077162/ 06742393352.: [378, 765, 561, 847]
zodiac-icon: [1148, 235, 1164, 251]
rashi-sign-text: ଆଜି ଧନ ଆଗମ ହେବ। ପରିବାରରେ ଖୁସି ବାତାବରଣ ରହିବ। ବାକ୍ୟ ଉପରେ ନିୟନ୍ତ୍ରଣ ରଖନ୍ତୁ। ଅର୍ଥ ସଞ୍ଚୟ କରିପାରିବେ।: [1148, 495, 1486, 523]
age-number: ୪: [1301, 1362, 1323, 1400]
health-ad: ଭୁବନେଶ୍ୱରରେ ନୂଆ ଓଡ଼ିଆ ଥେରାପିଷ୍ଟ ଶୀତଦିନ ପାଇଁ ସ୍ୱତନ୍ତ୍ର ଆୟୁର୍ବେଦିକ ମସାଜ। 8093180494, 8984234424.: [762, 1089, 937, 1129]
automobile-art: [6, 1395, 182, 1505]
child-photo-2: [1382, 1352, 1472, 1472]
page-header: [6, 2, 1494, 24]
rashi-sign-name: ମୀନ: [1168, 561, 1187, 574]
rashi-sign-name: ମକର: [1168, 495, 1194, 508]
kid-name-2: ସୁମନ୍ ମହାନ୍ତି: [296, 124, 352, 136]
tolet-ad: 1BR 2500/-, 2BR 5000/-, 3BR 8000/- Kalpana, Rasulgarh. Contact: 7504370888.: [572, 1137, 723, 1177]
rashi-sign: ମିଥୁନ: ଶତ୍ରୁମାନେ ପରାସ୍ତ ହେବେ। ଉଚ୍ଚ ପଦସ୍ଥ ଲୋକଙ୍କ ସହ ପରିଚୟ ହେବ। ସନ୍ତାନଙ୍କ ପାଇଁ ଚିନ୍ତା ରହିବ। ବ୍ୟବସାୟରେ ନୂଆ ଯୋଜନା ଆରମ୍ଭ ହେବ। ଆର୍ଥିକ ଲାଭ ହେବ।: [1148, 236, 1486, 278]
loan-contact: ବାଲେଶ୍ୱର- 09917622155: [952, 540, 1081, 552]
matrimonial-ad: Wanted Khandayat girl for 1980, 5'9", Software Team Lead, MNC, Bangalore. 9437079464.: [6, 661, 171, 701]
birthday-title: ଜନ୍ମଦିନର ଶୁଭେଚ୍ଛା: [14, 38, 182, 66]
health-ad: Newly open full body massage steambath by smart lady therapist. 9090878727.: [762, 619, 937, 659]
footer-line: Jayadev Vihar - 9337180581, Jharpada - 9337875700, Khandagiri - 9861402810, Kharavela Nagar - 9437162513, Laxmisagar - 9439339595, Lewis Road - 9937071182, Madhusudan Nagar - 0674-2390440, Mahatab Road - 9861446268, Master Canteen - 9861593000,: [6, 2303, 1364, 2316]
rashi-sign-text: ଆଜି ଶାରୀରିକ ଅସୁସ୍ଥତା ଅନୁଭବ କରିବେ। ଅଚାନକ ଖର୍ଚ୍ଚ ବଢ଼ିବ। ଯାତ୍ରା ସମୟରେ ସତର୍କ ରୁହନ୍ତୁ। ଧାର୍ମିକ କାର୍ଯ୍ୟରେ ଆଗ୍ରହ ବଢ଼ିବ। ପରିବାରରେ ଶାନ୍ତି ରହିବ।: [1148, 283, 1486, 325]
kid-photo-3: [380, 42, 438, 120]
matrimonial-promo: [378, 1083, 564, 1147]
property-ad: 2000 sqft. ଘରବାରି plot near Patia Railway Station, 1.5 km. 4,60,000/-. 8093118966, 9438429611.: [378, 1940, 564, 2004]
loan-contact: ବାରିପଦା- 09758099996: [952, 912, 1067, 924]
affidavit-ad: I Smt. Rosamma Joseph P. W/o. T.S. Gregory changed my name Rosamma Joseph P. to Rosy Gregory before the Notary, Bhubaneswar. Henceforth I shall be known as Rosy Gregory for all purposes.: [762, 1820, 942, 1916]
auto-ad: All Tractor, Bolero, Tavera, Piaggio Auto, Indica, Max Pickup, finance available. 9937569789.: [6, 1675, 181, 1715]
zodiac-icon: [1148, 560, 1164, 576]
sale-ad: Office furniture, AC, refrigerator in new condition for sale. Contact: 7205877850.: [572, 456, 743, 496]
classified-col1: [6, 1395, 182, 2047]
dharitri-logo: ଧରିତ୍ରୀ: [240, 222, 400, 278]
business-ad: ଭାରତ ନିର୍ମାଣ ପ୍ରୋଜେକ୍ଟ ଯୋଗେଇବା ପାଇଁ ଦୂରଭାଷରେ ଯୋଗାଯୋଗ କରନ୍ତୁ। 1% ସୁଧ, 50% ସବସିଡ଼ି। 09958650551.: [762, 1430, 942, 1470]
birthday-field-name[interactable]: ନାମ.........................: [14, 79, 116, 93]
matrimonial-ad: Wanted qualified groom for Bengali Kayastha, 26/ 5'3", B.Tech, working in IT company, salary 4 lacs per annum, from Bhubaneswar, caste no bar. Contact: 0674-3275487/ 9778545870.: [378, 621, 564, 703]
reader-notice: [760, 2130, 1136, 2240]
stethoscope-icon: [803, 61, 883, 141]
packers-ad: Agarwal Packers & Movers (DRS Group). For relocations- 9337838210, 06743255433, Jharsuguda- 9337231044.: [572, 1708, 740, 1762]
matrimonial-ad: Wanted 23 - 27 years, BE, MCA, MBA, CA, beautiful, slim Teli (General caste) working bride for 31 years/ 5'10" Senior Software Engineer, working MNC, Pune. 09871250024, 09437482455.: [6, 708, 172, 790]
classified-col3: [378, 1395, 564, 2056]
child-photo-1: [1152, 1352, 1242, 1472]
rashi-sign: ସିଂହ: ଆଜି ଦାମ୍ପତ୍ୟ ଜୀବନ ସୁଖମୟ ରହିବ। ଭାଗୀଦାରୀ ବ୍ୟବସାୟରେ ଲାଭ ମିଳିବ। ସାମାଜିକ ପ୍ରତିଷ୍ଠା ବଢ଼ିବ। ନୂଆ ବନ୍ଧୁ ମିଳିବେ।: [1148, 330, 1486, 358]
loan-contact: ବଲାଙ୍ଗିର- 07409000209: [952, 926, 1074, 938]
astrology-title: ASTROLOGY: [953, 178, 1131, 204]
matrimonial-ad: Wanted groom for Karan beautiful issueless divorcee 35, 5'3". Contact: 9437508037.: [378, 435, 564, 485]
matrimonial-ad: Brahmin bride 1986, 5'4" B.Tech, SWE, Mumbai. Contact: Quick Marriages Pvt. Ltd. 0674-2380883, 6542775.: [378, 854, 554, 908]
tolet-ad: 3BHK 1st floor house with garage at Ratnakarbag-2, Tankapani road, BBSR, bank officers/ company executives preferred. Contact: 09425300892/ 09167149844/ 09619409447.: [572, 694, 748, 776]
booking-footer-title: Book Classified Advertisement at your Doorstep: BBSR: [6, 2250, 323, 2264]
footer-line: Ashok Nagar - 0674-2539502, Badagada - 9437941222, Bapuji Nagar (Near Post Office) - 09853320727, Bapuji Nagar (Near Venus Inn) - 9437229325, Bapuji Nagar (Near Sishubhawan Chhak) - 9437136979,: [6, 2265, 1061, 2278]
loan-contact: ଜଗତସିଂହପୁର- 09917778660: [952, 708, 1088, 720]
